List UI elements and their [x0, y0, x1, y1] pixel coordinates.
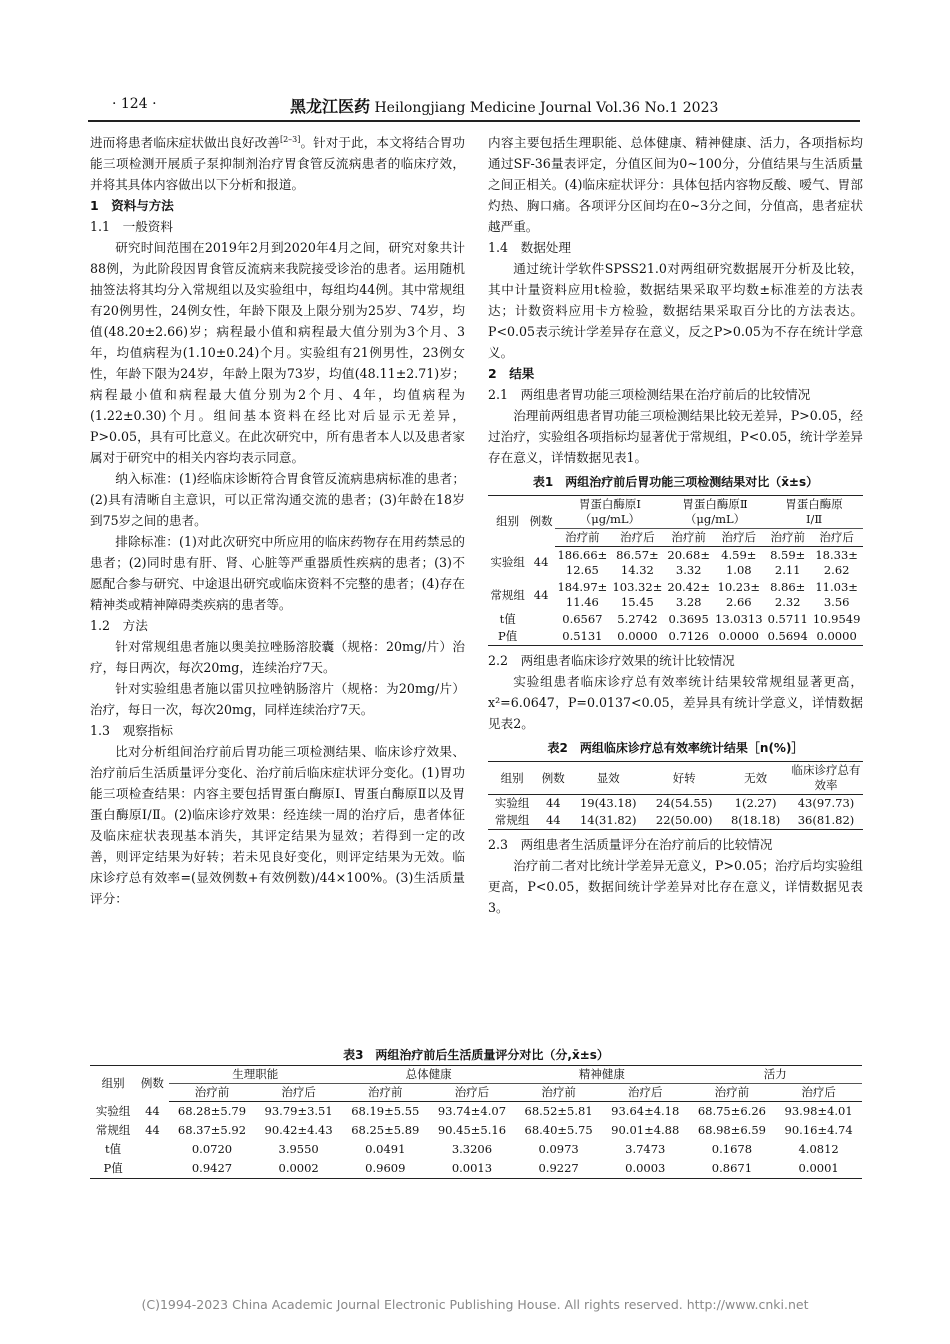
table-cell: 5.2742 [617, 612, 658, 626]
table-header: 组别 [488, 762, 536, 795]
table-cell: 68.98±6.59 [697, 1123, 766, 1137]
table-cell: 103.32± 15.45 [612, 580, 663, 609]
table-cell: 0.9609 [342, 1159, 429, 1179]
table-row [488, 579, 863, 611]
table-header: 精神健康 [515, 1066, 688, 1084]
table-cell: 18.33± 2.62 [815, 548, 858, 577]
table-cell: 0.0720 [191, 1142, 233, 1156]
table-cell: 0.0000 [810, 628, 863, 646]
table-header: 好转 [646, 762, 722, 795]
table-row [90, 1140, 862, 1159]
table-cell: 90.45±5.16 [437, 1123, 507, 1137]
table-cell: 0.5694 [765, 628, 810, 646]
table-header: 治疗后 [602, 1084, 689, 1102]
table-row [488, 795, 863, 813]
table-header: 治疗前 [665, 529, 713, 547]
table-header: 胃蛋白酶原 Ⅰ/Ⅱ [765, 496, 863, 529]
continued-paragraph: 内容主要包括生理职能、总体健康、精神健康、活力，各项指标均通过SF-36量表评定，分值区间为0~100分，分值结果与生活质量之间正相关。(4)临床症状评分：具体包括内容物反酸、嗳气、胃部灼热、胸口痛。各项评分区间均在0~3分之间，分值高，患者症状越严重。 [488, 135, 863, 234]
table-cell: 0.5131 [555, 628, 610, 646]
table-cell: 93.64±4.18 [611, 1104, 680, 1118]
table-cell: 8.86± 2.32 [770, 580, 806, 609]
table-cell: 90.42±4.43 [264, 1123, 333, 1137]
table-cell: 44 [145, 1103, 160, 1118]
subsection-heading: 2.3 两组患者生活质量评分在治疗前后的比较情况 [488, 837, 773, 852]
table-cell: 19(43.18) [579, 796, 637, 810]
page-number: · 124 · [112, 96, 157, 112]
table-cell: 3.7473 [625, 1142, 666, 1156]
table-cell: 8.59± 2.11 [770, 548, 806, 577]
table-cell: 20.42± 3.28 [667, 580, 710, 609]
table-header: 胃蛋白酶原Ⅱ （μg/mL） [665, 496, 765, 529]
table-header: 治疗前 [555, 529, 610, 547]
table-cell: 实验组 [95, 1103, 131, 1118]
table-cell: t值 [499, 612, 516, 626]
table-cell: 68.37±5.92 [177, 1123, 247, 1137]
table-row [90, 1159, 862, 1179]
table-header: 活力 [689, 1066, 862, 1084]
table-cell: 0.6567 [562, 612, 603, 626]
table-cell: 44 [536, 812, 570, 830]
journal-title-cn: 黑龙江医药 [290, 97, 371, 116]
table-cell: 11.03± 3.56 [815, 580, 858, 609]
table-cell: 0.0000 [610, 628, 665, 646]
table-cell: 4.0812 [798, 1142, 839, 1156]
table-header: 治疗前 [765, 529, 810, 547]
journal-title [290, 94, 718, 117]
table-cell: 68.75±6.26 [697, 1104, 766, 1118]
copyright-footer: (C)1994-2023 China Academic Journal Electronic Publishing House. All rights reserved. http://www.cnki.net [141, 1297, 809, 1312]
subsection-heading: 1.4 数据处理 [488, 240, 571, 255]
table-header: 例数 [536, 762, 570, 795]
table-cell: 0.0973 [538, 1142, 579, 1156]
table-cell: 0.0013 [429, 1159, 516, 1179]
table-row [90, 1102, 862, 1122]
data-processing-paragraph: 通过统计学软件SPSS21.0对两组研究数据展开分析及比较，其中计量资料应用t检验，数据结果采取平均数±标准差的方法表达；计数资料应用卡方检验，数据结果采取百分比的方法表达。P<0.05表示统计学差异存在意义，反之P>0.05为不存在统计学意义。 [488, 261, 863, 360]
table-cell: 13.0313 [715, 612, 763, 626]
table-cell: 14(31.82) [570, 812, 646, 830]
result-paragraph: 治疗前二者对比统计学差异无意义，P>0.05；治疗后均实验组更高，P<0.05，数据间统计学差异对比存在意义，详情数据见表3。 [488, 858, 863, 915]
table-header: 胃蛋白酶原Ⅰ （μg/mL） [555, 496, 665, 529]
method-paragraph: 针对常规组患者施以奥美拉唑肠溶胶囊（规格：20mg/片）治疗，每日两次，每次20mg，连续治疗7天。 [90, 639, 465, 675]
table-cell: 90.16±4.74 [784, 1123, 853, 1137]
table-header: 治疗前 [342, 1084, 429, 1102]
table-header: 无效 [722, 762, 789, 795]
table-cell: 86.57± 14.32 [616, 548, 659, 577]
section-heading: 2 结果 [488, 366, 535, 381]
table-cell: P值 [488, 628, 527, 646]
left-column [90, 132, 465, 909]
table-header: 例数 [527, 496, 555, 547]
table-cell: 0.8671 [689, 1159, 776, 1179]
citation: [2–3] [279, 134, 301, 144]
intro-paragraph: 进而将患者临床症状做出良好改善[2–3]。针对于此，本文将结合胃功能三项检测开展质子泵抑制剂治疗胃食管反流病患者的临床疗效，并将其具体内容做出以下分析和报道。 [90, 134, 466, 192]
table-3-block [90, 1040, 862, 1179]
table-cell: 22(50.00) [646, 812, 722, 830]
table-cell: 43(97.73) [797, 796, 855, 810]
subsection-heading: 1.3 观察指标 [90, 723, 173, 738]
table-header: 组别 [90, 1066, 136, 1102]
table-row [488, 628, 863, 646]
table-2-caption: 表2 两组临床诊疗总有效率统计结果［n(%)］ [547, 741, 804, 755]
table-cell: 10.9549 [812, 612, 861, 626]
subsection-heading: 1.2 方法 [90, 618, 148, 633]
table-header: 总体健康 [342, 1066, 515, 1084]
table-row [90, 1121, 862, 1140]
table-cell: 3.9550 [278, 1142, 319, 1156]
table-cell: 0.0002 [255, 1159, 342, 1179]
table-cell: 常规组 [95, 1123, 131, 1137]
general-data-paragraph: 研究时间范围在2019年2月到2020年4月之间，研究对象共计88例，为此阶段因胃食管反流病来我院接受诊治的患者。运用随机抽签法将其均分入常规组以及实验组中，每组均44例。其中常规组有20例男性，24例女性，年龄下限及上限分别为25岁、74岁，均值(48.20±2.66)岁；病程最小值和病程最大值分别为3个月、3年，均值病程为(1.10±0.24)个月。实验组有21例男性，23例女性，年龄下限为24岁，年龄上限为73岁，均值(48.11±2.71)岁；病程最小值和病程最大值分别为2个月、4年，均值病程为(1.22±0.30)个月。组间基本资料在经比对后显示无差异，P>0.05，具有可比意义。在此次研究中，所有患者本人以及患者家属对于研究中的相关内容均表示同意。 [90, 240, 465, 465]
table-cell: 常规组 [488, 812, 536, 830]
table-2 [488, 761, 863, 830]
table-header: 治疗前 [515, 1084, 602, 1102]
table-cell: 90.01±4.88 [611, 1123, 680, 1137]
table-header: 治疗后 [429, 1084, 516, 1102]
table-cell: 24(54.55) [655, 796, 713, 810]
table-3-caption: 表3 两组治疗前后生活质量评分对比（分,x̄±s） [343, 1048, 609, 1062]
table-cell: 0.1678 [711, 1142, 753, 1156]
table-cell: 20.68± 3.32 [667, 548, 710, 577]
subsection-heading: 1.1 一般资料 [90, 219, 173, 234]
table-row [488, 547, 863, 580]
table-header: 组别 [488, 496, 527, 547]
table-cell: 184.97± 11.46 [557, 580, 608, 609]
table-cell: 36(81.82) [789, 812, 863, 830]
table-cell: 68.40±5.75 [524, 1123, 593, 1137]
table-cell: P值 [90, 1159, 136, 1179]
table-cell: 4.59± 1.08 [721, 548, 757, 577]
table-cell: t值 [105, 1142, 122, 1156]
table-cell: 93.79±3.51 [264, 1104, 333, 1118]
table-header: 治疗后 [255, 1084, 342, 1102]
table-cell: 186.66± 12.65 [557, 548, 608, 577]
table-cell: 93.98±4.01 [784, 1104, 853, 1118]
table-cell: 93.74±4.07 [437, 1104, 507, 1118]
table-3 [90, 1065, 862, 1179]
table-cell: 实验组 [490, 555, 525, 570]
table-cell: 1(2.27) [734, 796, 777, 810]
section-heading: 1 资料与方法 [90, 198, 174, 213]
table-cell: 0.3695 [668, 612, 709, 626]
table-cell: 实验组 [494, 796, 530, 810]
table-header: 临床诊疗总有效率 [789, 762, 863, 795]
table-cell: 68.28±5.79 [177, 1104, 247, 1118]
table-header: 治疗前 [689, 1084, 776, 1102]
table-1-caption: 表1 两组治疗前后胃功能三项检测结果对比（x̄±s） [532, 475, 819, 489]
table-cell: 0.5711 [767, 612, 808, 626]
exclusion-paragraph: 排除标准：(1)对此次研究中所应用的临床药物存在用药禁忌的患者；(2)同时患有肝、肾、心脏等严重器质性疾病的患者；(3)不愿配合参与研究、中途退出研究或临床资料不完整的患者；(4)存在精神类或精神障碍类疾病的患者等。 [90, 534, 465, 612]
table-cell: 68.52±5.81 [524, 1104, 593, 1118]
result-paragraph: 治理前两组患者胃功能三项检测结果比较无差异，P>0.05，经过治疗，实验组各项指标均显著优于常规组，P<0.05，统计学差异存在意义，详情数据见表1。 [488, 408, 863, 465]
header-rule [88, 120, 860, 122]
table-cell: 0.9227 [515, 1159, 602, 1179]
table-cell: 0.0003 [602, 1159, 689, 1179]
table-cell: 0.9427 [169, 1159, 256, 1179]
table-cell: 44 [545, 796, 561, 810]
table-row [488, 812, 863, 830]
table-cell: 44 [145, 1123, 160, 1137]
table-cell: 10.23± 2.66 [717, 580, 761, 609]
table-cell: 0.7126 [665, 628, 713, 646]
journal-title-en: Heilongjiang Medicine Journal Vol.36 No.1 2023 [374, 100, 719, 116]
table-header: 治疗后 [810, 529, 863, 547]
observation-paragraph: 比对分析组间治疗前后胃功能三项检测结果、临床诊疗效果、治疗前后生活质量评分变化、治疗前后临床症状评分变化。(1)胃功能三项检查结果：内容主要包括胃蛋白酶原Ⅰ、胃蛋白酶原Ⅱ以及胃蛋白酶原Ⅰ/Ⅱ。(2)临床诊疗效果：经连续一周的治疗后，患者体征及临床症状表现基本消失，其评定结果为显效；若得到一定的改善，则评定结果为好转；若未见良好变化，则评定结果为无效。临床诊疗总有效率=(显效例数+有效例数)/44×100%。(3)生活质量评分： [90, 744, 465, 906]
table-1 [488, 495, 863, 646]
subsection-heading: 2.1 两组患者胃功能三项检测结果在治疗前后的比较情况 [488, 387, 811, 402]
table-cell: 68.25±5.89 [351, 1123, 420, 1137]
table-cell: 常规组 [490, 587, 525, 602]
table-cell: 0.0000 [712, 628, 765, 646]
table-cell: 8(18.18) [722, 812, 789, 830]
table-cell: 0.0001 [775, 1159, 862, 1179]
table-header: 治疗后 [610, 529, 665, 547]
table-header: 例数 [136, 1066, 168, 1102]
subsection-heading: 2.2 两组患者临床诊疗效果的统计比较情况 [488, 653, 735, 668]
table-cell: 68.19±5.55 [351, 1104, 420, 1118]
table-cell: 44 [533, 587, 549, 602]
page-header [0, 94, 950, 118]
table-cell: 3.3206 [451, 1142, 493, 1156]
right-column [488, 132, 863, 918]
table-header: 治疗后 [775, 1084, 862, 1102]
table-cell: 0.0491 [365, 1142, 406, 1156]
table-row [488, 611, 863, 628]
table-header: 治疗后 [712, 529, 765, 547]
table-header: 治疗前 [169, 1084, 256, 1102]
result-paragraph: 实验组患者临床诊疗总有效率统计结果较常规组显著更高，x²=6.0647，P=0.0137<0.05，差异具有统计学意义，详情数据见表2。 [488, 674, 863, 731]
table-header: 显效 [570, 762, 646, 795]
table-cell: 44 [533, 555, 549, 570]
inclusion-paragraph: 纳入标准：(1)经临床诊断符合胃食管反流病患病标准的患者；(2)具有清晰自主意识，可以正常沟通交流的患者；(3)年龄在18岁到75岁之间的患者。 [90, 471, 465, 528]
table-header: 生理职能 [169, 1066, 342, 1084]
method-paragraph: 针对实验组患者施以雷贝拉唑钠肠溶片（规格：为20mg/片）治疗，每日一次，每次20mg，同样连续治疗7天。 [90, 681, 465, 717]
